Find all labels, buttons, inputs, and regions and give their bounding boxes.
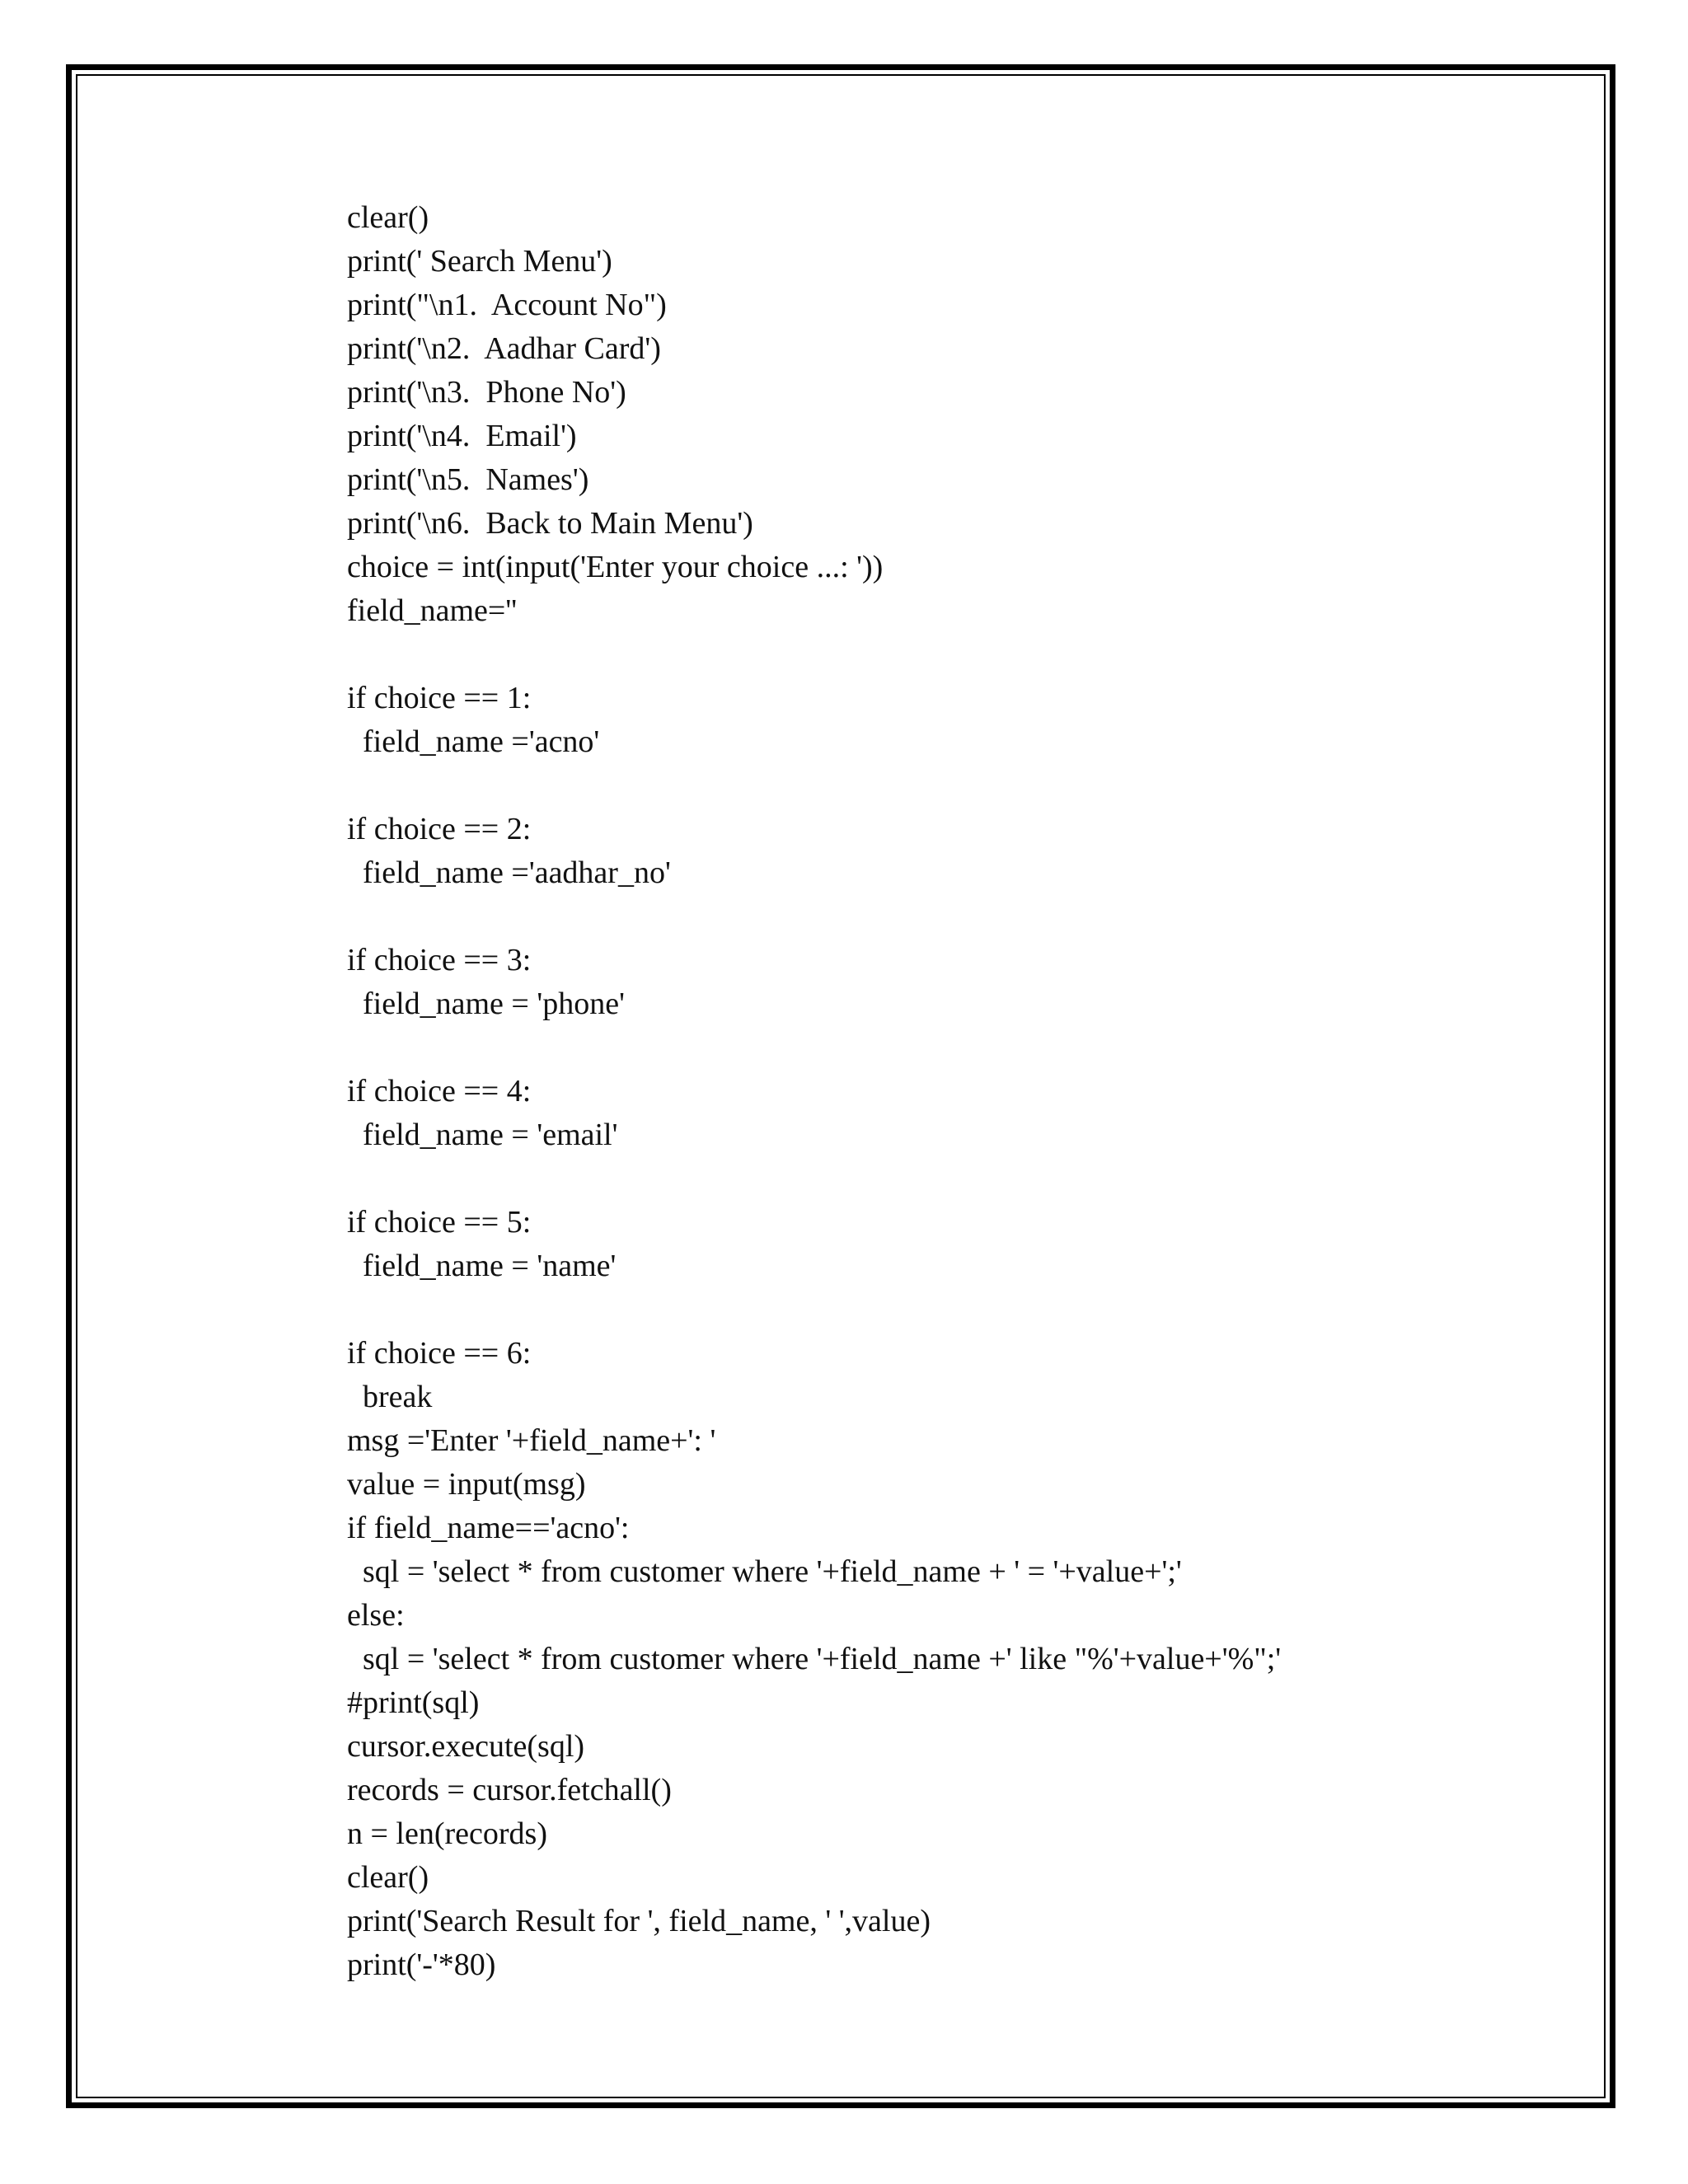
code-line: clear() — [347, 1860, 429, 1895]
code-line: if choice == 4: — [347, 1074, 532, 1108]
blank-line — [347, 1026, 1281, 1070]
code-line: if choice == 1: — [347, 681, 532, 715]
code-line: print("\n1. Account No") — [347, 288, 667, 322]
code-line: print('-'*80) — [347, 1947, 496, 1982]
code-line: print('Search Result for ', field_name, ' ',value) — [347, 1904, 931, 1938]
code-line: field_name ='acno' — [347, 724, 600, 759]
code-line: cursor.execute(sql) — [347, 1729, 585, 1764]
code-block — [347, 196, 1281, 1987]
code-line: print('\n3. Phone No') — [347, 375, 626, 410]
code-line: if choice == 2: — [347, 812, 532, 846]
code-line: #print(sql) — [347, 1685, 480, 1720]
blank-line — [347, 895, 1281, 939]
code-line: if field_name=='acno': — [347, 1511, 630, 1545]
code-line: else: — [347, 1598, 405, 1633]
blank-line — [347, 633, 1281, 677]
blank-line — [347, 1288, 1281, 1332]
code-line: print('\n6. Back to Main Menu') — [347, 506, 753, 541]
code-line: records = cursor.fetchall() — [347, 1773, 672, 1807]
code-line: field_name ='aadhar_no' — [347, 855, 671, 890]
code-line: print(' Search Menu') — [347, 244, 612, 279]
code-line: field_name = 'phone' — [347, 987, 625, 1021]
blank-line — [347, 764, 1281, 808]
blank-line — [347, 1157, 1281, 1201]
code-line: sql = 'select * from customer where '+field_name + ' = '+value+';' — [347, 1554, 1182, 1589]
code-line: value = input(msg) — [347, 1467, 586, 1502]
code-line: break — [347, 1380, 433, 1414]
code-line: print('\n2. Aadhar Card') — [347, 331, 661, 366]
code-line: field_name='' — [347, 593, 518, 628]
code-line: print('\n5. Names') — [347, 462, 589, 497]
code-line: choice = int(input('Enter your choice ...: ')) — [347, 550, 884, 584]
code-line: field_name = 'name' — [347, 1249, 617, 1283]
code-line: if choice == 5: — [347, 1205, 532, 1240]
code-line: msg ='Enter '+field_name+': ' — [347, 1423, 716, 1458]
code-line: n = len(records) — [347, 1816, 547, 1851]
code-line: sql = 'select * from customer where '+field_name +' like "%'+value+'%";' — [347, 1642, 1282, 1676]
code-line: field_name = 'email' — [347, 1118, 618, 1152]
code-line: if choice == 3: — [347, 943, 532, 977]
code-line: print('\n4. Email') — [347, 419, 577, 453]
code-line: if choice == 6: — [347, 1336, 532, 1371]
code-line: clear() — [347, 200, 429, 235]
